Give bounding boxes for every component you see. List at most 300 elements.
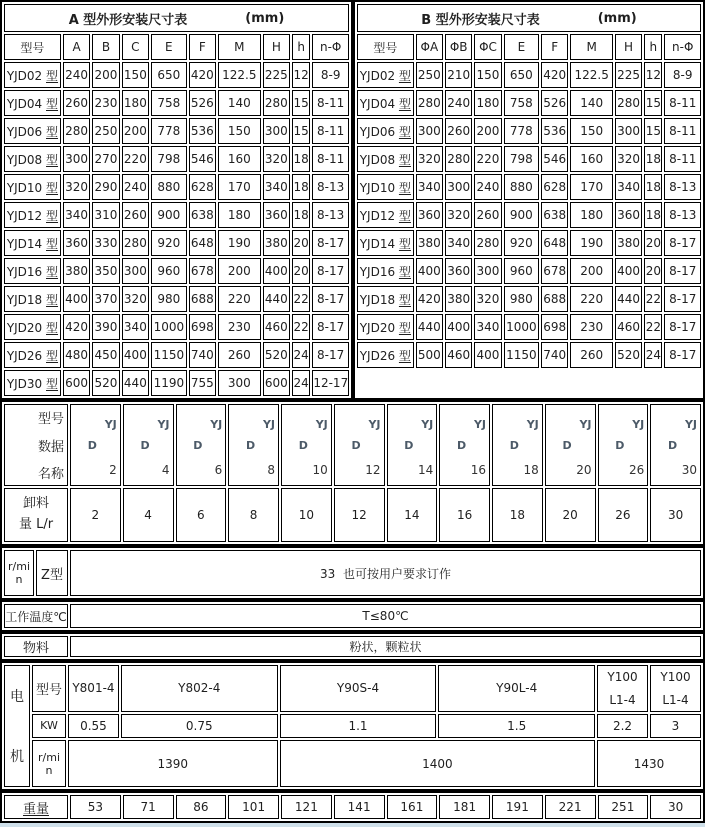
dimension-cell: 180 bbox=[122, 90, 149, 116]
dimension-cell: 420 bbox=[416, 286, 443, 312]
spec-model-cell: YJ D 30 bbox=[650, 404, 701, 486]
dimension-cell: 758 bbox=[151, 90, 187, 116]
table-row bbox=[4, 314, 349, 340]
dimension-cell: 500 bbox=[416, 342, 443, 368]
table-a bbox=[0, 0, 353, 400]
dimension-cell: 8-17 bbox=[312, 230, 349, 256]
dimension-cell: 18 bbox=[292, 146, 310, 172]
dimension-cell: 24 bbox=[292, 342, 310, 368]
table-row bbox=[4, 258, 349, 284]
dimension-cell: 122.5 bbox=[218, 62, 261, 88]
dimension-cell: 240 bbox=[122, 174, 149, 200]
discharge-cell: 8 bbox=[228, 488, 279, 542]
dimension-cell: 12-17 bbox=[312, 370, 349, 396]
dimension-cell: 638 bbox=[541, 202, 568, 228]
dimension-cell: 12 bbox=[644, 62, 662, 88]
table-row bbox=[357, 62, 701, 88]
dimension-cell: 290 bbox=[92, 174, 119, 200]
discharge-label: 卸料 量 L/r bbox=[4, 488, 68, 542]
dimension-cell: 320 bbox=[63, 174, 90, 200]
dimension-cell: 440 bbox=[122, 370, 149, 396]
dimension-cell: 546 bbox=[541, 146, 568, 172]
dimension-cell: 280 bbox=[122, 230, 149, 256]
dimension-cell: 340 bbox=[445, 230, 472, 256]
spec-model-cell: YJ D 26 bbox=[598, 404, 649, 486]
dimension-cell: 20 bbox=[644, 230, 662, 256]
motor-power-row bbox=[4, 714, 701, 738]
dimension-cell: 8-17 bbox=[664, 230, 701, 256]
dimension-cell: 8-17 bbox=[664, 314, 701, 340]
discharge-cell: 18 bbox=[492, 488, 543, 542]
model-label: YJD26 型 bbox=[357, 342, 414, 368]
table-row bbox=[357, 230, 701, 256]
dimension-cell: 340 bbox=[615, 174, 642, 200]
dimension-cell: 15 bbox=[644, 90, 662, 116]
dimension-cell: 8-17 bbox=[312, 314, 349, 340]
dimension-cell: 420 bbox=[541, 62, 568, 88]
column-header: M bbox=[218, 34, 261, 60]
dimension-cell: 24 bbox=[644, 342, 662, 368]
motor-speed-row bbox=[4, 740, 701, 787]
table-row bbox=[357, 342, 701, 368]
dimension-cell: 628 bbox=[541, 174, 568, 200]
dimension-cell: 20 bbox=[292, 258, 310, 284]
dimension-cell: 280 bbox=[63, 118, 90, 144]
spec-model-cell: YJ D 10 bbox=[281, 404, 332, 486]
motor-power-cell: 3 bbox=[650, 714, 701, 738]
column-header: h bbox=[292, 34, 310, 60]
discharge-cell: 12 bbox=[334, 488, 385, 542]
dimension-cell: 420 bbox=[189, 62, 216, 88]
dimension-cell: 160 bbox=[218, 146, 261, 172]
dimension-cell: 8-17 bbox=[664, 258, 701, 284]
weight-cell: 161 bbox=[387, 795, 438, 819]
dimension-cell: 8-17 bbox=[312, 342, 349, 368]
dimension-cell: 300 bbox=[445, 174, 472, 200]
dimension-cell: 8-17 bbox=[312, 286, 349, 312]
discharge-cell: 16 bbox=[439, 488, 490, 542]
motor-power-cell: 1.1 bbox=[280, 714, 437, 738]
column-header: ΦC bbox=[474, 34, 501, 60]
dimension-cell: 320 bbox=[615, 146, 642, 172]
empty-filler-row bbox=[357, 370, 701, 396]
model-label: YJD20 型 bbox=[357, 314, 414, 340]
dimension-cell: 200 bbox=[122, 118, 149, 144]
dimension-cell: 260 bbox=[570, 342, 613, 368]
dimension-cell: 520 bbox=[92, 370, 119, 396]
spec-corner-cell bbox=[4, 404, 68, 486]
spec-model-cell: YJ D 18 bbox=[492, 404, 543, 486]
dimension-cell: 160 bbox=[570, 146, 613, 172]
model-label: YJD06 型 bbox=[357, 118, 414, 144]
dimension-cell: 1150 bbox=[151, 342, 187, 368]
weight-cell: 181 bbox=[439, 795, 490, 819]
spec-model-cell: YJ D 20 bbox=[545, 404, 596, 486]
dimension-cell: 230 bbox=[570, 314, 613, 340]
discharge-cell: 14 bbox=[387, 488, 438, 542]
model-row bbox=[4, 404, 701, 486]
dimension-cell: 200 bbox=[92, 62, 119, 88]
dimension-cell: 320 bbox=[122, 286, 149, 312]
dimension-cell: 300 bbox=[416, 118, 443, 144]
dimension-cell: 280 bbox=[474, 230, 501, 256]
dimension-cell: 300 bbox=[218, 370, 261, 396]
model-label: YJD14 型 bbox=[357, 230, 414, 256]
table-b-unit: (mm) bbox=[597, 10, 637, 26]
dimension-cell: 225 bbox=[615, 62, 642, 88]
column-header: n-Φ bbox=[664, 34, 701, 60]
table-b bbox=[353, 0, 705, 400]
dimension-cell: 360 bbox=[416, 202, 443, 228]
discharge-cell: 2 bbox=[70, 488, 121, 542]
dimension-cell: 460 bbox=[445, 342, 472, 368]
dimension-cell: 880 bbox=[151, 174, 187, 200]
dimension-cell: 18 bbox=[644, 174, 662, 200]
dimension-cell: 260 bbox=[445, 118, 472, 144]
table-a-unit: (mm) bbox=[245, 10, 285, 26]
speed-row bbox=[4, 550, 701, 596]
motor-speed-label: r/mi n bbox=[32, 740, 66, 787]
dimension-cell: 150 bbox=[570, 118, 613, 144]
dimension-cell: 240 bbox=[474, 174, 501, 200]
dimension-cell: 740 bbox=[189, 342, 216, 368]
spec-model-cell: YJ D 12 bbox=[334, 404, 385, 486]
dimension-cell: 380 bbox=[416, 230, 443, 256]
dimension-cell: 698 bbox=[541, 314, 568, 340]
dimension-cell: 200 bbox=[218, 258, 261, 284]
dimension-cell: 8-11 bbox=[312, 90, 349, 116]
model-label: YJD12 型 bbox=[4, 202, 61, 228]
dimension-cell: 648 bbox=[189, 230, 216, 256]
dimension-cell: 8-13 bbox=[312, 202, 349, 228]
dimension-cell: 18 bbox=[292, 202, 310, 228]
model-label: YJD08 型 bbox=[357, 146, 414, 172]
dimension-cell: 220 bbox=[570, 286, 613, 312]
dimension-cell: 310 bbox=[92, 202, 119, 228]
dimension-cell: 400 bbox=[615, 258, 642, 284]
dimension-cell: 340 bbox=[416, 174, 443, 200]
speed-label: r/mi n bbox=[4, 550, 34, 596]
weight-cell: 71 bbox=[123, 795, 174, 819]
dimension-cell: 980 bbox=[504, 286, 539, 312]
dimension-cell: 798 bbox=[504, 146, 539, 172]
dimension-cell: 270 bbox=[92, 146, 119, 172]
dimension-tables bbox=[0, 0, 705, 400]
spec-model-cell: YJ D 16 bbox=[439, 404, 490, 486]
dimension-cell: 960 bbox=[151, 258, 187, 284]
table-b-header-row bbox=[357, 34, 701, 60]
dimension-cell: 150 bbox=[218, 118, 261, 144]
dimension-cell: 920 bbox=[151, 230, 187, 256]
corner-line-2: 数据 bbox=[37, 439, 64, 455]
dimension-cell: 920 bbox=[504, 230, 539, 256]
dimension-cell: 320 bbox=[474, 286, 501, 312]
motor-type-cell: Y801-4 bbox=[68, 665, 119, 712]
spec-model-cell: YJ D 4 bbox=[123, 404, 174, 486]
motor-section-label: 电 机 bbox=[4, 665, 30, 787]
dimension-cell: 330 bbox=[92, 230, 119, 256]
weight-cell: 101 bbox=[228, 795, 279, 819]
dimension-cell: 15 bbox=[292, 118, 310, 144]
dimension-cell: 460 bbox=[615, 314, 642, 340]
dimension-cell: 600 bbox=[63, 370, 90, 396]
dimension-cell: 15 bbox=[644, 118, 662, 144]
dimension-cell: 20 bbox=[292, 230, 310, 256]
column-header: F bbox=[189, 34, 216, 60]
dimension-cell: 8-9 bbox=[312, 62, 349, 88]
material-row bbox=[4, 636, 701, 657]
dimension-cell: 960 bbox=[504, 258, 539, 284]
column-header: 型号 bbox=[4, 34, 61, 60]
column-header: 型号 bbox=[357, 34, 414, 60]
dimension-cell: 300 bbox=[63, 146, 90, 172]
model-label: YJD14 型 bbox=[4, 230, 61, 256]
model-label: YJD18 型 bbox=[4, 286, 61, 312]
model-label: YJD30 型 bbox=[4, 370, 61, 396]
dimension-cell: 280 bbox=[263, 90, 290, 116]
dimension-cell: 260 bbox=[63, 90, 90, 116]
model-label: YJD08 型 bbox=[4, 146, 61, 172]
column-header: A bbox=[63, 34, 90, 60]
spec-model-cell: YJ D 8 bbox=[228, 404, 279, 486]
dimension-cell: 755 bbox=[189, 370, 216, 396]
dimension-cell: 8-17 bbox=[312, 258, 349, 284]
model-label: YJD16 型 bbox=[357, 258, 414, 284]
dimension-cell: 300 bbox=[263, 118, 290, 144]
table-row bbox=[4, 230, 349, 256]
dimension-cell: 440 bbox=[263, 286, 290, 312]
dimension-cell: 8-17 bbox=[664, 342, 701, 368]
dimension-cell: 526 bbox=[189, 90, 216, 116]
dimension-cell: 280 bbox=[445, 146, 472, 172]
table-row bbox=[4, 174, 349, 200]
dimension-cell: 22 bbox=[644, 286, 662, 312]
dimension-cell: 22 bbox=[644, 314, 662, 340]
spec-model-cell: YJ D 14 bbox=[387, 404, 438, 486]
dimension-cell: 980 bbox=[151, 286, 187, 312]
dimension-cell: 688 bbox=[189, 286, 216, 312]
speed-table bbox=[0, 546, 705, 600]
dimension-cell: 400 bbox=[122, 342, 149, 368]
dimension-cell: 180 bbox=[218, 202, 261, 228]
table-b-title: B 型外形安装尺寸表 bbox=[421, 12, 540, 28]
motor-type-cell: Y100 L1-4 bbox=[597, 665, 648, 712]
temperature-value: T≤80℃ bbox=[70, 604, 701, 628]
dimension-cell: 536 bbox=[189, 118, 216, 144]
corner-line-3: 名称 bbox=[37, 467, 64, 482]
weight-cell: 141 bbox=[334, 795, 385, 819]
weight-cell: 53 bbox=[70, 795, 121, 819]
dimension-cell: 628 bbox=[189, 174, 216, 200]
dimension-cell: 526 bbox=[541, 90, 568, 116]
discharge-cell: 4 bbox=[123, 488, 174, 542]
dimension-cell: 400 bbox=[416, 258, 443, 284]
table-b-body bbox=[357, 62, 701, 396]
dimension-cell: 220 bbox=[474, 146, 501, 172]
table-row bbox=[357, 90, 701, 116]
dimension-cell: 460 bbox=[263, 314, 290, 340]
dimension-cell: 380 bbox=[615, 230, 642, 256]
column-header: H bbox=[263, 34, 290, 60]
temperature-table bbox=[0, 600, 705, 632]
table-row bbox=[4, 286, 349, 312]
speed-value: 33 也可按用户要求订作 bbox=[70, 550, 701, 596]
column-header: h bbox=[644, 34, 662, 60]
table-b-title-cell bbox=[357, 4, 701, 32]
dimension-cell: 698 bbox=[189, 314, 216, 340]
dimension-cell: 650 bbox=[504, 62, 539, 88]
temperature-label: 工作温度℃ bbox=[4, 604, 68, 628]
dimension-cell: 260 bbox=[218, 342, 261, 368]
dimension-cell: 8-13 bbox=[312, 174, 349, 200]
column-header: M bbox=[570, 34, 613, 60]
motor-power-cell: 0.75 bbox=[121, 714, 278, 738]
motor-type-cell: Y100 L1-4 bbox=[650, 665, 701, 712]
column-header: E bbox=[504, 34, 539, 60]
dimension-cell: 225 bbox=[263, 62, 290, 88]
dimension-cell: 180 bbox=[474, 90, 501, 116]
corner-line-1: 型号 bbox=[37, 412, 64, 427]
material-label: 物料 bbox=[4, 636, 68, 657]
dimension-cell: 150 bbox=[122, 62, 149, 88]
table-row bbox=[4, 146, 349, 172]
motor-speed-cell: 1430 bbox=[597, 740, 701, 787]
table-row bbox=[357, 174, 701, 200]
dimension-cell: 678 bbox=[541, 258, 568, 284]
dimension-cell: 140 bbox=[570, 90, 613, 116]
dimension-cell: 440 bbox=[615, 286, 642, 312]
dimension-cell: 22 bbox=[292, 314, 310, 340]
table-row bbox=[4, 90, 349, 116]
dimension-cell: 340 bbox=[122, 314, 149, 340]
dimension-cell: 450 bbox=[92, 342, 119, 368]
model-label: YJD02 型 bbox=[357, 62, 414, 88]
motor-power-cell: 1.5 bbox=[438, 714, 595, 738]
dimension-cell: 648 bbox=[541, 230, 568, 256]
dimension-cell: 400 bbox=[474, 342, 501, 368]
page-bottom-strip bbox=[0, 823, 705, 827]
dimension-cell: 798 bbox=[151, 146, 187, 172]
dimension-cell: 340 bbox=[263, 174, 290, 200]
dimension-cell: 22 bbox=[292, 286, 310, 312]
weight-table bbox=[0, 791, 705, 823]
dimension-cell: 180 bbox=[570, 202, 613, 228]
dimension-cell: 900 bbox=[151, 202, 187, 228]
motor-speed-cell: 1400 bbox=[280, 740, 595, 787]
dimension-cell: 380 bbox=[63, 258, 90, 284]
dimension-cell: 320 bbox=[263, 146, 290, 172]
model-label: YJD10 型 bbox=[4, 174, 61, 200]
dimension-cell: 350 bbox=[92, 258, 119, 284]
dimension-cell: 440 bbox=[416, 314, 443, 340]
dimension-cell: 250 bbox=[416, 62, 443, 88]
weight-cell: 221 bbox=[545, 795, 596, 819]
dimension-cell: 260 bbox=[474, 202, 501, 228]
dimension-cell: 400 bbox=[63, 286, 90, 312]
dimension-cell: 18 bbox=[644, 202, 662, 228]
column-header: E bbox=[151, 34, 187, 60]
weight-cell: 86 bbox=[176, 795, 227, 819]
column-header: ΦA bbox=[416, 34, 443, 60]
speed-type-label: Z型 bbox=[36, 550, 68, 596]
dimension-cell: 536 bbox=[541, 118, 568, 144]
dimension-cell: 18 bbox=[644, 146, 662, 172]
weight-cell: 30 bbox=[650, 795, 701, 819]
model-label: YJD06 型 bbox=[4, 118, 61, 144]
table-row bbox=[4, 62, 349, 88]
dimension-cell: 220 bbox=[218, 286, 261, 312]
dimension-cell: 200 bbox=[570, 258, 613, 284]
dimension-cell: 778 bbox=[504, 118, 539, 144]
discharge-cell: 6 bbox=[176, 488, 227, 542]
dimension-cell: 230 bbox=[92, 90, 119, 116]
dimension-cell: 740 bbox=[541, 342, 568, 368]
model-label: YJD20 型 bbox=[4, 314, 61, 340]
motor-type-label: 型号 bbox=[32, 665, 66, 712]
dimension-cell: 170 bbox=[570, 174, 613, 200]
motor-table bbox=[0, 661, 705, 791]
dimension-cell: 380 bbox=[445, 286, 472, 312]
spec-table bbox=[0, 400, 705, 546]
dimension-cell: 210 bbox=[445, 62, 472, 88]
dimension-cell: 360 bbox=[63, 230, 90, 256]
dimension-cell: 8-11 bbox=[312, 146, 349, 172]
column-header: F bbox=[541, 34, 568, 60]
table-row bbox=[357, 202, 701, 228]
dimension-cell: 200 bbox=[474, 118, 501, 144]
dimension-cell: 140 bbox=[218, 90, 261, 116]
dimension-cell: 300 bbox=[615, 118, 642, 144]
dimension-cell: 650 bbox=[151, 62, 187, 88]
discharge-cell: 30 bbox=[650, 488, 701, 542]
dimension-cell: 1150 bbox=[504, 342, 539, 368]
motor-type-cell: Y90S-4 bbox=[280, 665, 437, 712]
table-row bbox=[357, 314, 701, 340]
dimension-cell: 900 bbox=[504, 202, 539, 228]
table-row bbox=[357, 146, 701, 172]
dimension-cell: 638 bbox=[189, 202, 216, 228]
table-a-title: A 型外形安装尺寸表 bbox=[68, 12, 188, 28]
dimension-cell: 300 bbox=[122, 258, 149, 284]
dimension-cell: 8-17 bbox=[664, 286, 701, 312]
dimension-cell: 380 bbox=[263, 230, 290, 256]
table-row bbox=[4, 118, 349, 144]
dimension-cell: 122.5 bbox=[570, 62, 613, 88]
dimension-cell: 20 bbox=[644, 258, 662, 284]
model-label: YJD10 型 bbox=[357, 174, 414, 200]
dimension-cell: 190 bbox=[570, 230, 613, 256]
dimension-cell: 1190 bbox=[151, 370, 187, 396]
table-row bbox=[4, 370, 349, 396]
dimension-cell: 360 bbox=[615, 202, 642, 228]
dimension-cell: 190 bbox=[218, 230, 261, 256]
discharge-cell: 26 bbox=[598, 488, 649, 542]
dimension-cell: 18 bbox=[292, 174, 310, 200]
dimension-cell: 230 bbox=[218, 314, 261, 340]
dimension-cell: 8-13 bbox=[664, 174, 701, 200]
dimension-cell: 778 bbox=[151, 118, 187, 144]
model-label: YJD02 型 bbox=[4, 62, 61, 88]
temperature-row bbox=[4, 604, 701, 628]
model-label: YJD18 型 bbox=[357, 286, 414, 312]
dimension-cell: 8-11 bbox=[664, 118, 701, 144]
weight-cell: 191 bbox=[492, 795, 543, 819]
dimension-cell: 678 bbox=[189, 258, 216, 284]
weight-label: 重量 bbox=[4, 795, 68, 819]
dimension-cell: 600 bbox=[263, 370, 290, 396]
spec-model-cell: YJ D 6 bbox=[176, 404, 227, 486]
dimension-cell: 400 bbox=[445, 314, 472, 340]
